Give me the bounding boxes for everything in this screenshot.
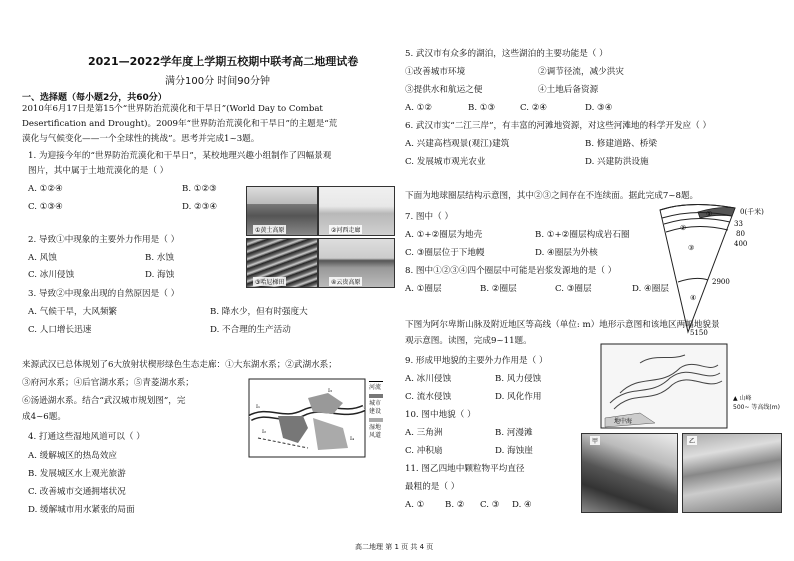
alps-sea-label: 地中海 <box>614 418 633 425</box>
map-label-l1: I₁ <box>256 404 260 410</box>
q5-item-4: ④土地后备资源 <box>538 85 599 95</box>
photo-hani-terraces <box>246 238 318 288</box>
legend-wetland-swatch <box>369 418 383 422</box>
photo-caption: ④云贵高原 <box>331 279 361 286</box>
alps-contour-map <box>600 343 728 429</box>
alps-intro-2: 观示意图。读图，完成9~11题。 <box>405 336 532 346</box>
q3-option-c: C. 人口增长迅速 <box>28 325 92 335</box>
depth-label-400: 400 <box>734 240 748 248</box>
q5-option-b: B. ①③ <box>468 103 496 113</box>
depth-label-2900: 2900 <box>712 278 730 286</box>
q5-option-d: D. ③④ <box>585 103 613 113</box>
legend-build: 建设 <box>369 408 382 415</box>
q1-option-c: C. ①③④ <box>28 202 63 212</box>
wuhan-intro-3: ⑥汤逊湖水系。结合“武汉城市规划图”，完 <box>22 396 186 406</box>
q1-stem-2: 图片，其中属于土地荒漠化的是（ ） <box>28 166 169 176</box>
q1-stem-1: 1. 为迎接今年的“世界防治荒漠化和干旱日”，某校地理兴趣小组制作了四幅景观 <box>28 151 332 161</box>
legend-river-swatch <box>369 378 383 382</box>
map-label-l4: I₄ <box>350 436 354 442</box>
q11-option-d: D. ④ <box>512 500 532 510</box>
q7-stem: 7. 图中（ ） <box>405 212 454 222</box>
q4-option-c: C. 改善城市交通拥堵状况 <box>28 487 126 497</box>
q9-option-a: A. 冰川侵蚀 <box>405 374 452 384</box>
legend-river: 河流 <box>369 384 382 391</box>
q3-option-d: D. 不合理的生产活动 <box>210 325 291 335</box>
q7-option-a: A. ①+②圈层为地壳 <box>405 230 483 240</box>
q2-option-d: D. 海蚀 <box>145 270 175 280</box>
q5-option-a: A. ①② <box>405 103 433 113</box>
legend-city: 城市 <box>369 400 382 407</box>
intro-line-3: 漠化与气候变化——一个全球性的挑战”。思考并完成1~3题。 <box>22 134 260 144</box>
q11-option-b: B. ② <box>445 500 465 510</box>
depth-label-0: 0(千米) <box>740 208 764 216</box>
landscape-photo-jia <box>581 433 678 513</box>
q5-option-c: C. ②④ <box>520 103 548 113</box>
q2-option-a: A. 风蚀 <box>28 253 57 263</box>
q7-option-d: D. ④圈层为外核 <box>535 248 598 258</box>
page-footer: 高二地理 第 1 页 共 4 页 <box>355 543 434 551</box>
photo-yungui-plateau <box>318 238 395 288</box>
q1-option-a: A. ①②④ <box>28 184 63 194</box>
q9-stem: 9. 形成甲地貌的主要外力作用是（ ） <box>405 356 548 366</box>
wuhan-intro-1: 来源武汉已总体规划了6大放射状楔形绿色生态走廊：①大东湖水系；②武湖水系； <box>22 360 337 370</box>
q9-option-b: B. 风力侵蚀 <box>495 374 542 384</box>
alps-legend-peak-label: 山峰 <box>739 395 752 402</box>
alps-intro-1: 下图为阿尔卑斯山脉及附近地区等高线（单位: m）地形示意图和该地区两幅地貌景 <box>405 320 720 330</box>
q1-option-b: B. ①②③ <box>182 184 217 194</box>
q1-option-d: D. ②③④ <box>182 202 218 212</box>
q11-stem-1: 11. 图乙四地中颗粒物平均直径 <box>405 464 525 474</box>
depth-label-33: 33 <box>734 220 743 228</box>
q6-option-d: D. 兴建防洪设施 <box>585 157 649 167</box>
q6-stem: 6. 武汉市实“二江三岸”，有丰富的河滩地资源，对这些河滩地的科学开发应（ ） <box>405 121 712 131</box>
q8-option-d: D. ④圈层 <box>632 284 669 294</box>
q2-option-c: C. 冰川侵蚀 <box>28 270 75 280</box>
wuhan-intro-2: ③府河水系；④后官湖水系；⑤青菱湖水系； <box>22 378 194 388</box>
q6-option-a: A. 兴建高档观景(观江)建筑 <box>405 139 510 149</box>
map-label-l2: I₂ <box>262 429 266 435</box>
q7-option-c: C. ③圈层位于下地幔 <box>405 248 485 258</box>
q11-option-c: C. ③ <box>480 500 500 510</box>
photo-caption: ③哈尼梯田 <box>255 279 285 286</box>
q7-option-b: B. ①+②圈层构成岩石圈 <box>535 230 630 240</box>
photo-hexi-corridor <box>318 186 395 236</box>
q10-option-d: D. 海蚀崖 <box>495 446 533 456</box>
legend-wetland-a: 湿地 <box>369 424 382 431</box>
q10-stem: 10. 图中地貌（ ） <box>405 410 476 420</box>
q8-option-c: C. ③圈层 <box>555 284 592 294</box>
q8-stem: 8. 图中①②③④四个圈层中可能是岩浆发源地的是（ ） <box>405 266 617 276</box>
q5-item-3: ③提供水和航运之便 <box>405 85 483 95</box>
earth-intro: 下面为地球圈层结构示意图，其中②③之间存在不连续面。据此完成7~8题。 <box>405 191 699 201</box>
layer-label-1: ① <box>706 210 713 218</box>
q4-option-d: D. 缓解城市用水紧张的局面 <box>28 505 135 515</box>
q4-option-b: B. 发展城区水上观光旅游 <box>28 469 126 479</box>
q11-stem-2: 最粗的是（ ） <box>405 482 460 492</box>
q3-option-b: B. 降水少，但有时强度大 <box>210 307 308 317</box>
q6-option-b: B. 修建道路、桥梁 <box>585 139 657 149</box>
q6-option-c: C. 发展城市观光农业 <box>405 157 486 167</box>
q2-stem: 2. 导致①中现象的主要外力作用是（ ） <box>28 235 180 245</box>
photo-caption: ②河西走廊 <box>331 227 361 234</box>
q9-option-d: D. 风化作用 <box>495 392 542 402</box>
layer-label-2: ② <box>680 224 687 232</box>
alps-legend <box>733 394 780 412</box>
wuhan-intro-4: 成4~6题。 <box>22 412 66 422</box>
q3-stem: 3. 导致②中现象出现的自然原因是（ ） <box>28 289 180 299</box>
wuhan-planning-map <box>248 378 366 458</box>
exam-title: 2021—2022学年度上学期五校期中联考高二地理试卷 <box>88 55 359 68</box>
q5-item-2: ②调节径流，减少洪灾 <box>538 67 624 77</box>
peak-icon: ▲ <box>733 395 738 402</box>
intro-line-2: Desertification and Drought)。2009年“世界防治荒漠化和干旱日”的主题是“荒 <box>22 119 338 129</box>
photo-jia-label: 甲 <box>592 438 599 445</box>
q10-option-c: C. 冲积扇 <box>405 446 443 456</box>
photo-yi-label: 乙 <box>689 438 696 445</box>
q3-option-a: A. 气候干旱，大风频繁 <box>28 307 118 317</box>
depth-label-80: 80 <box>736 230 745 238</box>
earth-layer-diagram <box>650 200 790 340</box>
q9-option-c: C. 流水侵蚀 <box>405 392 452 402</box>
alps-legend-contour: 500~ 等高线(m) <box>733 404 780 411</box>
section-heading: 一、选择题（每小题2分，共60分） <box>22 93 167 103</box>
q5-stem: 5. 武汉市有众多的湖泊，这些湖泊的主要功能是（ ） <box>405 49 608 59</box>
legend-city-swatch <box>369 394 383 398</box>
map-label-l3: I₃ <box>328 388 332 394</box>
depth-label-5150: 5150 <box>690 329 708 337</box>
q10-option-b: B. 河漫滩 <box>495 428 533 438</box>
q4-option-a: A. 缓解城区的热岛效应 <box>28 451 118 461</box>
layer-label-3: ③ <box>688 244 695 252</box>
q2-option-b: B. 水蚀 <box>145 253 174 263</box>
alps-legend-peak <box>733 394 780 403</box>
q5-item-1: ①改善城市环境 <box>405 67 466 77</box>
legend-wetland-b: 风道 <box>369 432 382 439</box>
q4-stem: 4. 打通这些湿地风道可以（ ） <box>28 432 145 442</box>
q8-option-a: A. ①圈层 <box>405 284 442 294</box>
q8-option-b: B. ②圈层 <box>480 284 517 294</box>
q11-option-a: A. ① <box>405 500 425 510</box>
photo-caption: ①黄土高原 <box>255 227 285 234</box>
layer-label-4: ④ <box>690 294 697 302</box>
q10-option-a: A. 三角洲 <box>405 428 443 438</box>
photo-loess-plateau <box>246 186 318 236</box>
landscape-photo-yi <box>682 433 782 513</box>
intro-line-1: 2010年6月17日是第15个“世界防治荒漠化和干旱日”(World Day to Combat <box>22 104 323 114</box>
map-legend <box>369 378 389 440</box>
exam-subtitle: 满分100分 时间90分钟 <box>165 76 270 87</box>
